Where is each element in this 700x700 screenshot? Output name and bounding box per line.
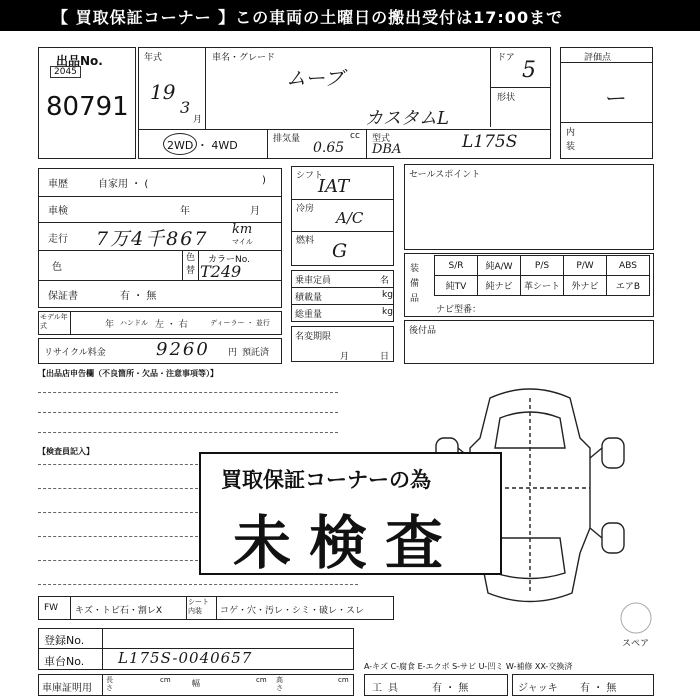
history-value: 自家用 ・ (	[98, 179, 149, 190]
door-value: 5	[522, 58, 536, 83]
model-label: 型式	[372, 134, 391, 144]
aftermarket-box	[404, 320, 654, 364]
load-label: 積載量	[295, 293, 323, 303]
uninspected-stamp	[199, 452, 502, 575]
shaken-label: 車検	[48, 206, 68, 217]
equipment-item: P/S	[520, 255, 564, 276]
drive-circle	[163, 133, 197, 155]
recycle-unit: 円	[228, 348, 238, 358]
warranty-options: 有 ・ 無	[120, 291, 157, 302]
equipment-item: 外ナビ	[563, 275, 607, 296]
navi-label: ナビ型番：	[436, 305, 482, 315]
capacity-label: 乗車定員	[295, 276, 332, 286]
seller-notes-label: 【出品店申告欄（不良箇所・欠品・注意事項等）】	[38, 369, 218, 378]
top-banner	[0, 0, 700, 31]
shape-label: 形状	[497, 93, 516, 103]
register-label: 登録No.	[44, 634, 85, 647]
color-change-label: 色替	[186, 253, 196, 276]
width-label: 幅	[192, 679, 200, 688]
equipment-item: 純TV	[434, 275, 478, 296]
year-value: 19	[150, 80, 176, 104]
equipment-item: S/R	[434, 255, 478, 276]
capacity-unit: 名	[380, 276, 390, 286]
dealer-options: ディーラー ・ 並行	[210, 319, 270, 327]
displacement-label: 排気量	[273, 134, 301, 144]
height-unit: cm	[338, 676, 349, 684]
mileage-unit: km	[232, 222, 253, 237]
equipment-item: 純ナビ	[477, 275, 521, 296]
aircon-label: 冷房	[296, 204, 315, 214]
defect-seat-label: シート内装	[188, 598, 209, 615]
fuel-value: G	[332, 240, 348, 262]
model-prefix: DBA	[372, 142, 402, 157]
spare-label: スペア	[622, 639, 650, 649]
inspector-label: 【検査員記入】	[38, 447, 94, 456]
lot-number: 80791	[46, 92, 129, 122]
model-year-label: モデル年式	[40, 313, 68, 330]
car-name-label: 車名・グレード	[212, 53, 276, 63]
stamp-line1: 買取保証コーナーの為	[221, 468, 431, 492]
recycle-value: 9260	[156, 339, 210, 360]
chassis-value: L175S-0040657	[118, 649, 253, 667]
lot-label: 出品No.	[56, 54, 103, 68]
gross-unit: kg	[382, 307, 393, 317]
mileage-label: 走行	[48, 234, 68, 245]
equipment-item: 純A/W	[477, 255, 521, 276]
history-close: )	[262, 175, 266, 186]
expiry-unit: 月	[340, 352, 350, 362]
equipment-label: 装備品	[410, 264, 420, 304]
score-label: 評価点	[584, 53, 612, 63]
defect-text1: キズ・トビ石・割レX	[75, 606, 162, 616]
warranty-label: 保証書	[48, 291, 78, 302]
lot-code: 2045	[50, 66, 81, 78]
drive-options: 2WD ・ 4WD	[167, 139, 238, 152]
stamp-line2: 未検査	[233, 509, 462, 577]
equipment-item: 革シート	[520, 275, 564, 296]
load-unit: kg	[382, 290, 393, 300]
year-month-unit: 月	[193, 115, 203, 125]
expiry-label: 名変期限	[295, 332, 332, 342]
year-month-value: 3	[180, 98, 191, 117]
mileage-mile-note: マイル	[232, 238, 253, 246]
length-unit: cm	[160, 676, 171, 684]
score-value: ー	[603, 87, 626, 112]
color-no-value: T249	[200, 262, 242, 281]
jack-options: 有 ・ 無	[580, 683, 617, 694]
damage-legend: A-キズ C-腐食 E-エクボ S-サビ U-凹ミ W-補修 XX-交換済	[364, 662, 573, 671]
history-label: 車歴	[48, 179, 68, 190]
length-label: 長さ	[106, 676, 113, 692]
shift-label: シフト	[296, 171, 324, 181]
spare-tire-icon	[618, 600, 654, 636]
expiry-day-unit: 日	[380, 352, 390, 362]
interior-label: 内装	[566, 128, 576, 152]
aftermarket-label: 後付品	[409, 326, 437, 336]
displacement-unit: cc	[350, 131, 360, 141]
garage-cert-label: 車庫証明用	[42, 683, 92, 694]
banner-text: 【 買取保証コーナー 】この車両の土曜日の搬出受付は17:00まで	[52, 8, 564, 27]
color-no-label: カラーNo.	[208, 255, 250, 265]
shaken-year-label: 年	[180, 206, 190, 217]
gross-label: 総重量	[295, 310, 323, 320]
year-label: 年式	[144, 53, 163, 63]
car-grade-value: カスタムL	[365, 108, 449, 129]
defect-text2: コゲ・穴・汚レ・シミ・破レ・スレ	[220, 606, 365, 616]
shift-value: IAT	[318, 176, 350, 197]
height-label: 高さ	[276, 676, 283, 692]
tools-options: 有 ・ 無	[432, 683, 469, 694]
handle-options: 左 ・ 右	[155, 320, 188, 330]
fuel-label: 燃料	[296, 236, 315, 246]
door-label: ドア	[497, 53, 515, 63]
recycle-deposit: 預託済	[242, 348, 270, 358]
jack-label: ジャッキ	[518, 683, 558, 694]
car-name-value: ムーブ	[286, 66, 344, 90]
equipment-item: ABS	[606, 255, 650, 276]
aircon-value: A/C	[336, 209, 364, 227]
model-value: L175S	[462, 132, 518, 152]
mileage-value: 7万4千867	[96, 228, 209, 250]
recycle-label: リサイクル料金	[44, 348, 106, 358]
color-label: 色	[52, 262, 62, 273]
width-unit: cm	[256, 676, 267, 684]
chassis-label: 車台No.	[44, 655, 85, 668]
tools-label: 工具	[372, 683, 404, 694]
equipment-item: P/W	[563, 255, 607, 276]
displacement-value: 0.65	[313, 140, 345, 156]
equipment-item: エアB	[606, 275, 650, 296]
handle-label: ハンドル	[120, 319, 148, 327]
model-year-year: 年	[105, 320, 115, 330]
defect-fw: FW	[44, 603, 59, 613]
shaken-month-label: 月	[250, 206, 260, 217]
sales-point-label: セールスポイント	[409, 170, 481, 180]
